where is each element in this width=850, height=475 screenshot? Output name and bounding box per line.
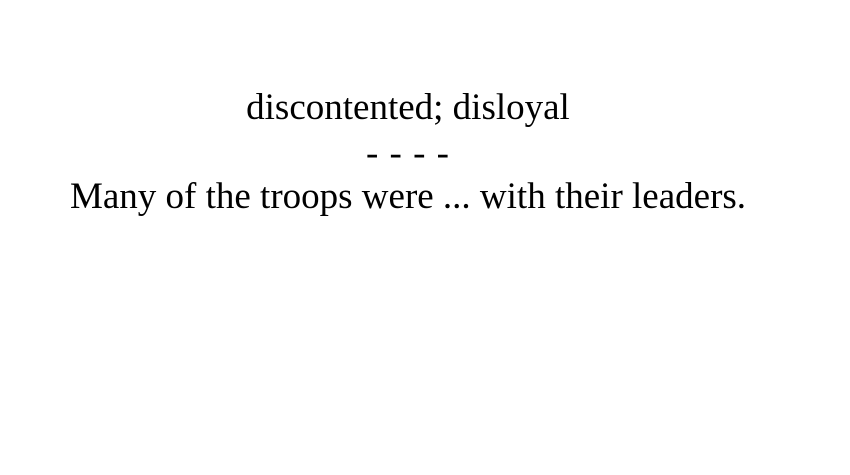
definition-text: discontented; disloyal: [246, 87, 570, 128]
separator: - - - -: [365, 133, 451, 174]
example-sentence: Many of the troops were ... with their leaders.: [69, 176, 747, 217]
